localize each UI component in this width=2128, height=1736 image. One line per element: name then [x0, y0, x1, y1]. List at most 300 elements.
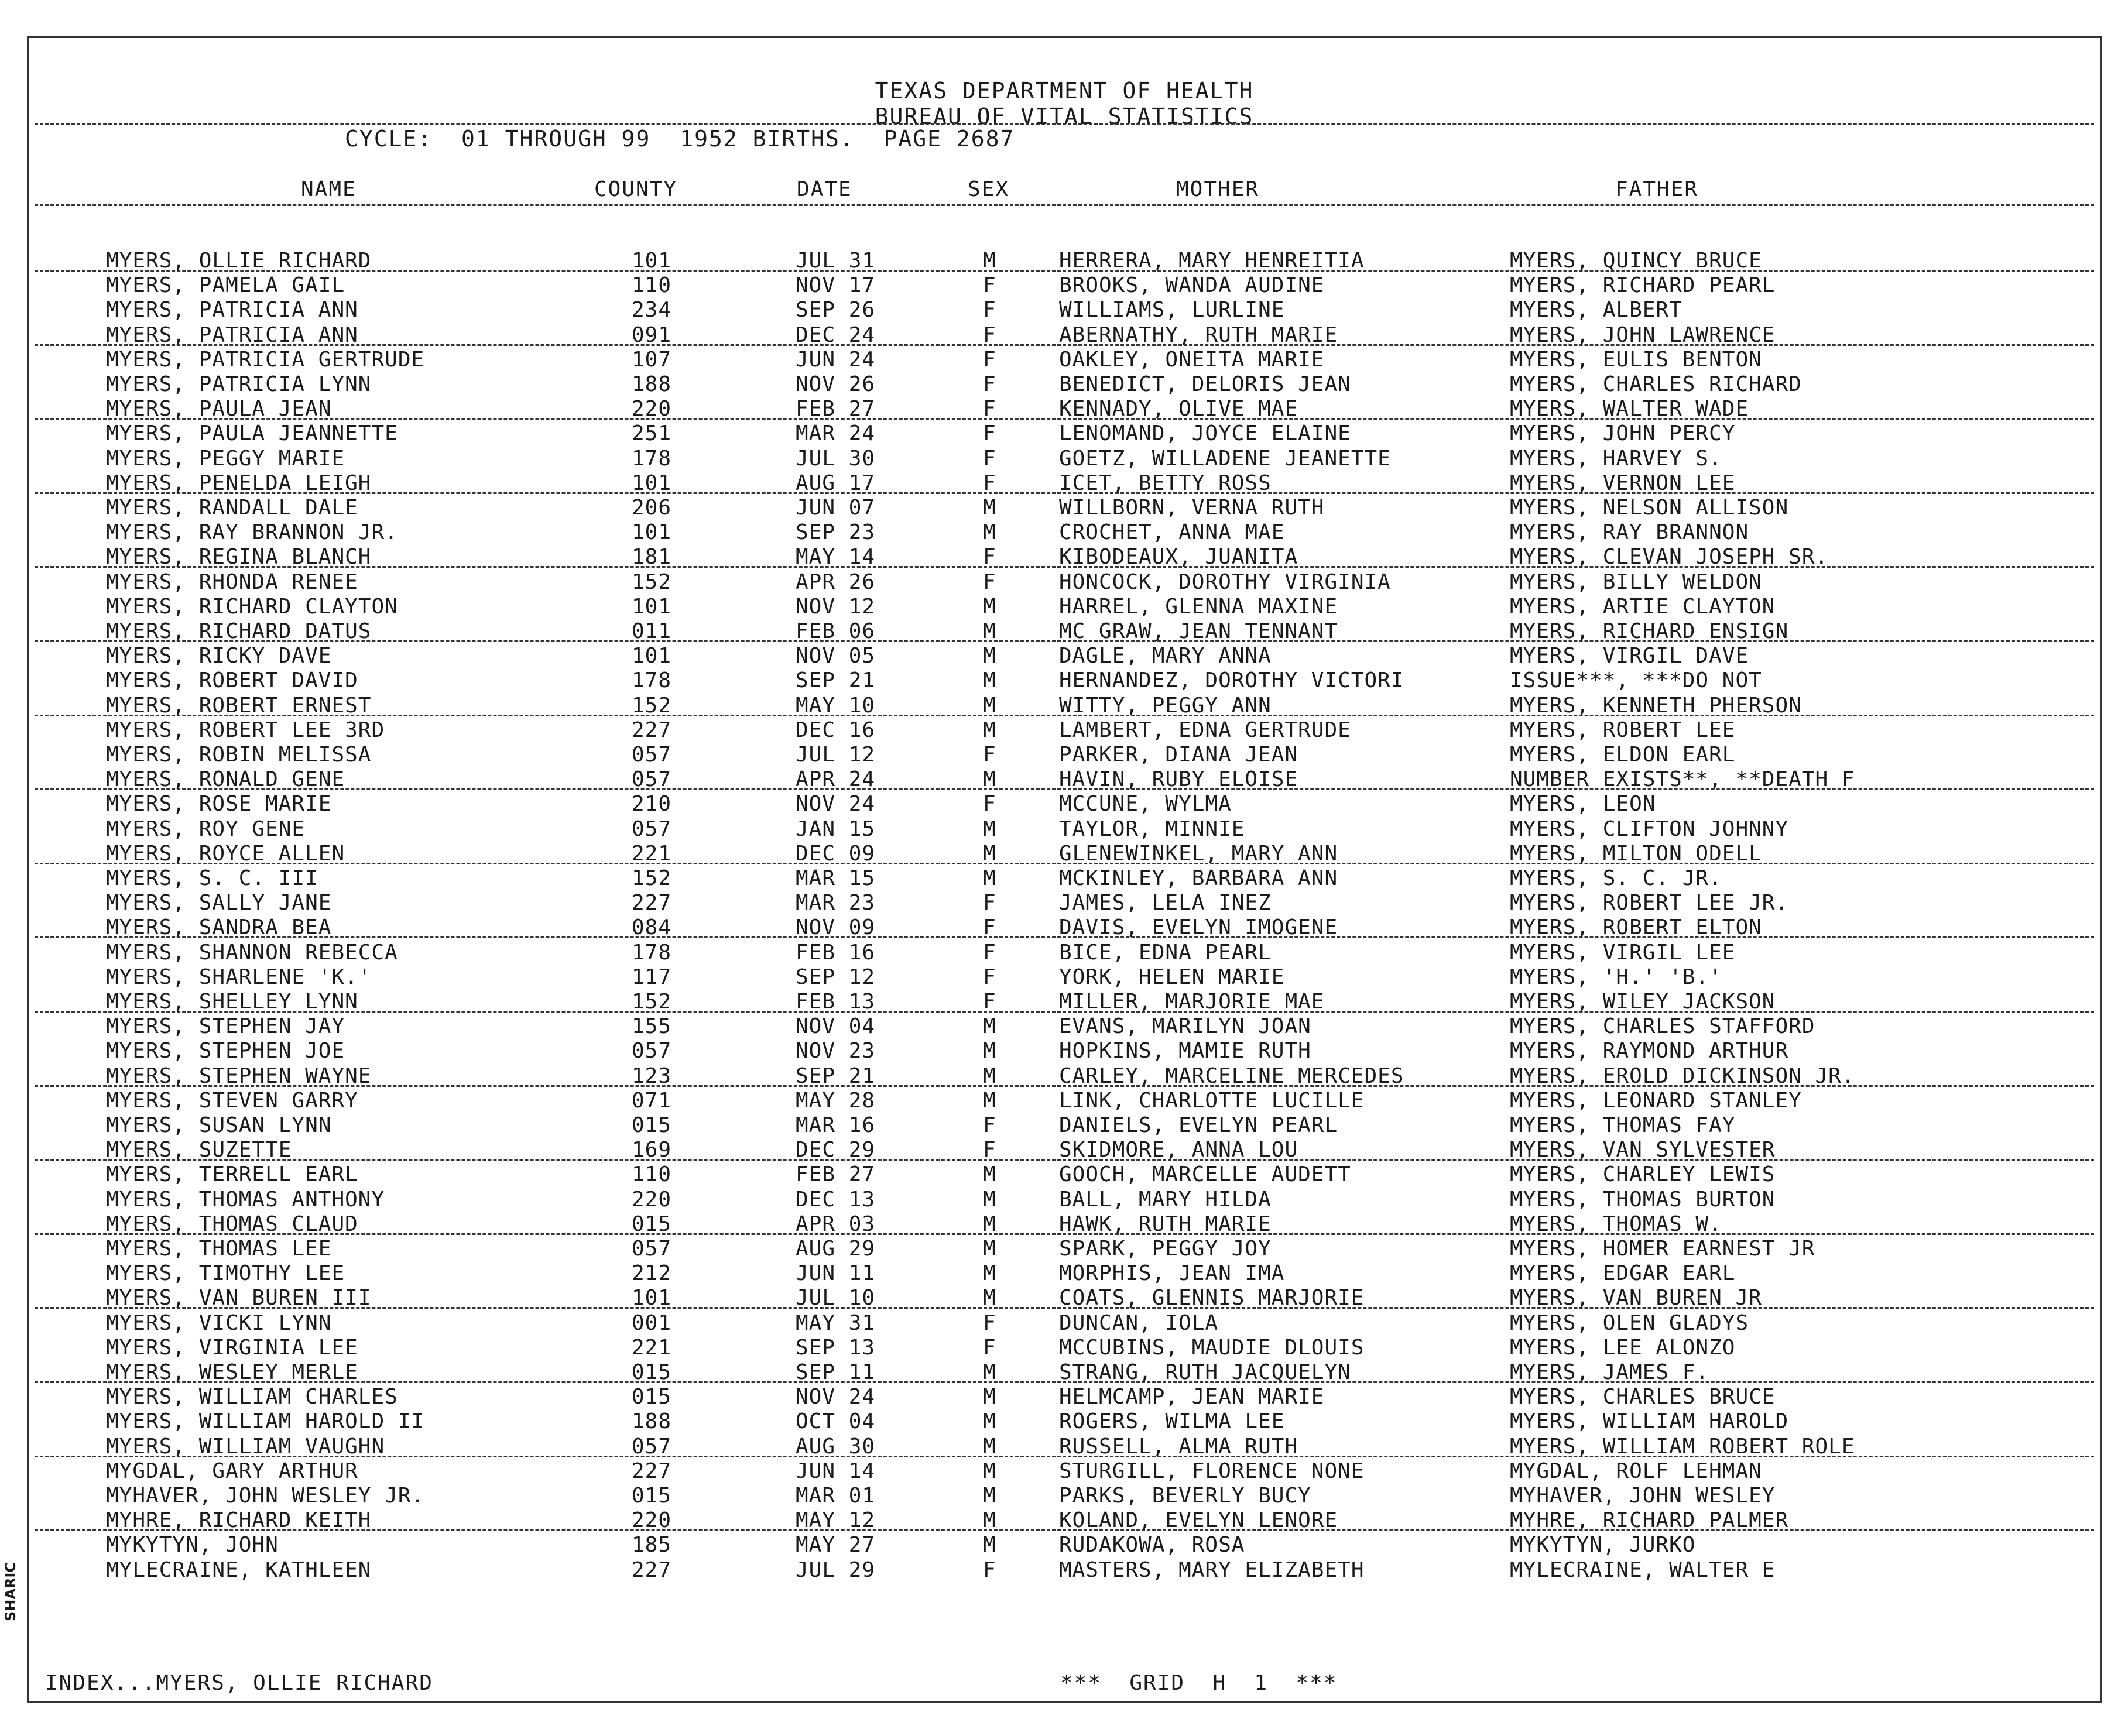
record-mother: RUDAKOWA, ROSA	[1059, 1533, 1245, 1557]
record-father: MYERS, WILLIAM ROBERT ROLE	[1510, 1434, 1855, 1459]
record-county: 178	[632, 668, 672, 693]
table-row	[29, 348, 2100, 372]
record-name: MYLECRAINE, KATHLEEN	[106, 1557, 372, 1582]
record-sex: F	[983, 372, 996, 396]
record-father: MYERS, CHARLES STAFFORD	[1510, 1014, 1815, 1039]
record-name: MYERS, WILLIAM VAUGHN	[106, 1434, 385, 1459]
record-county: 057	[632, 816, 672, 841]
record-county: 181	[632, 545, 672, 569]
record-father: ISSUE***, ***DO NOT	[1510, 668, 1762, 693]
record-mother: ICET, BETTY ROSS	[1059, 471, 1272, 495]
record-father: MYHRE, RICHARD PALMER	[1510, 1508, 1789, 1533]
record-sex: M	[983, 1014, 996, 1039]
table-row	[29, 1533, 2100, 1557]
record-date: APR 26	[796, 569, 876, 594]
record-county: 123	[632, 1063, 672, 1088]
record-mother: COATS, GLENNIS MARJORIE	[1059, 1286, 1365, 1310]
record-father: MYERS, OLEN GLADYS	[1510, 1310, 1749, 1335]
record-father: MYERS, THOMAS BURTON	[1510, 1187, 1776, 1212]
record-father: MYERS, LEONARD STANLEY	[1510, 1088, 1802, 1113]
record-date: SEP 11	[796, 1360, 876, 1384]
record-name: MYERS, REGINA BLANCH	[106, 545, 372, 569]
record-father: MYERS, 'H.' 'B.'	[1510, 965, 1722, 989]
record-father: MYERS, JAMES F.	[1510, 1360, 1709, 1384]
record-mother: MCCUNE, WYLMA	[1059, 792, 1232, 816]
record-father: MYGDAL, ROLF LEHMAN	[1510, 1459, 1762, 1483]
record-sex: F	[983, 990, 996, 1014]
record-sex: M	[983, 1409, 996, 1434]
record-sex: F	[983, 471, 996, 495]
record-name: MYERS, ROBERT LEE 3RD	[106, 718, 385, 742]
record-sex: M	[983, 496, 996, 520]
record-date: NOV 17	[796, 273, 876, 298]
table-row	[29, 817, 2100, 842]
grid-label: *** GRID H 1 ***	[1060, 1671, 1338, 1695]
record-sex: F	[983, 347, 996, 372]
record-county: 101	[632, 594, 672, 619]
record-sex: M	[983, 693, 996, 718]
record-sex: F	[983, 298, 996, 323]
column-header-date: DATE	[797, 177, 852, 201]
record-county: 057	[632, 767, 672, 792]
table-row	[29, 421, 2100, 446]
record-sex: M	[983, 1063, 996, 1088]
record-father: MYLECRAINE, WALTER E	[1510, 1557, 1776, 1582]
row-group-rule	[35, 1381, 2094, 1383]
record-date: FEB 16	[796, 940, 876, 965]
record-name: MYERS, WILLIAM CHARLES	[106, 1385, 398, 1409]
table-row	[29, 1261, 2100, 1286]
record-mother: WILLBORN, VERNA RUTH	[1059, 496, 1325, 520]
row-group-rule	[35, 566, 2094, 568]
record-mother: GOETZ, WILLADENE JEANETTE	[1059, 446, 1391, 471]
bureau-title: BUREAU OF VITAL STATISTICS	[875, 104, 1254, 129]
table-row	[29, 595, 2100, 619]
record-county: 152	[632, 693, 672, 718]
record-date: NOV 26	[796, 372, 876, 396]
record-county: 101	[632, 471, 672, 495]
record-date: JUL 12	[796, 743, 876, 767]
record-date: NOV 05	[796, 644, 876, 668]
record-father: MYERS, VIRGIL DAVE	[1510, 644, 1749, 668]
record-mother: MASTERS, MARY ELIZABETH	[1059, 1557, 1365, 1582]
record-date: MAY 27	[796, 1533, 876, 1557]
table-row	[29, 1113, 2100, 1138]
record-date: NOV 09	[796, 915, 876, 940]
record-mother: ROGERS, WILMA LEE	[1059, 1409, 1285, 1434]
record-name: MYERS, S. C. III	[106, 866, 318, 890]
row-group-rule	[35, 1085, 2094, 1087]
record-mother: HONCOCK, DOROTHY VIRGINIA	[1059, 569, 1391, 594]
record-mother: KENNADY, OLIVE MAE	[1059, 397, 1298, 421]
record-date: SEP 21	[796, 1063, 876, 1088]
row-group-rule	[35, 640, 2094, 642]
record-date: JAN 15	[796, 816, 876, 841]
table-row	[29, 1188, 2100, 1212]
record-county: 234	[632, 298, 672, 323]
record-mother: HOPKINS, MAMIE RUTH	[1059, 1039, 1311, 1063]
row-group-rule	[35, 1529, 2094, 1531]
record-mother: SPARK, PEGGY JOY	[1059, 1237, 1272, 1261]
record-county: 071	[632, 1088, 672, 1113]
record-county: 091	[632, 323, 672, 347]
record-date: FEB 27	[796, 1162, 876, 1187]
column-header-sex: SEX	[968, 177, 1010, 201]
record-mother: YORK, HELEN MARIE	[1059, 965, 1285, 989]
table-row	[29, 1409, 2100, 1434]
record-father: MYERS, VAN SYLVESTER	[1510, 1138, 1776, 1162]
record-sex: M	[983, 1533, 996, 1557]
record-date: AUG 29	[796, 1237, 876, 1261]
record-mother: HERRERA, MARY HENREITIA	[1059, 249, 1365, 273]
record-father: MYERS, QUINCY BRUCE	[1510, 249, 1762, 273]
record-county: 227	[632, 1557, 672, 1582]
column-header-father: FATHER	[1615, 177, 1699, 201]
record-name: MYERS, WILLIAM HAROLD II	[106, 1409, 425, 1434]
record-county: 188	[632, 372, 672, 396]
record-name: MYERS, SHELLEY LYNN	[106, 990, 358, 1014]
record-father: MYERS, WALTER WADE	[1510, 397, 1749, 421]
record-name: MYERS, ROBERT ERNEST	[106, 693, 372, 718]
record-mother: MORPHIS, JEAN IMA	[1059, 1261, 1285, 1286]
record-name: MYERS, STEVEN GARRY	[106, 1088, 358, 1113]
record-county: 015	[632, 1360, 672, 1384]
record-mother: BENEDICT, DELORIS JEAN	[1059, 372, 1351, 396]
row-group-rule	[35, 936, 2094, 938]
record-county: 101	[632, 1286, 672, 1310]
record-mother: ABERNATHY, RUTH MARIE	[1059, 323, 1338, 347]
record-date: JUL 10	[796, 1286, 876, 1310]
record-date: NOV 04	[796, 1014, 876, 1039]
record-father: MYERS, CHARLEY LEWIS	[1510, 1162, 1776, 1187]
row-group-rule	[35, 1159, 2094, 1161]
record-county: 084	[632, 915, 672, 940]
record-date: SEP 26	[796, 298, 876, 323]
record-mother: DANIELS, EVELYN PEARL	[1059, 1113, 1338, 1137]
record-name: MYERS, TIMOTHY LEE	[106, 1261, 345, 1286]
record-county: 101	[632, 644, 672, 668]
header-rule	[35, 123, 2094, 125]
record-father: MYERS, CHARLES RICHARD	[1510, 372, 1802, 396]
record-county: 110	[632, 1162, 672, 1187]
record-mother: HAVIN, RUBY ELOISE	[1059, 767, 1298, 792]
record-date: MAY 14	[796, 545, 876, 569]
record-sex: M	[983, 668, 996, 693]
record-county: 206	[632, 496, 672, 520]
record-mother: HARREL, GLENNA MAXINE	[1059, 594, 1338, 619]
record-county: 107	[632, 347, 672, 372]
record-mother: JAMES, LELA INEZ	[1059, 891, 1272, 915]
record-name: MYERS, RANDALL DALE	[106, 496, 358, 520]
record-name: MYERS, PAULA JEANNETTE	[106, 421, 398, 446]
table-row	[29, 1237, 2100, 1261]
record-date: MAR 24	[796, 421, 876, 446]
record-mother: HAWK, RUTH MARIE	[1059, 1212, 1272, 1236]
record-sex: M	[983, 1237, 996, 1261]
record-sex: M	[983, 594, 996, 619]
record-mother: PARKS, BEVERLY BUCY	[1059, 1484, 1311, 1508]
record-date: MAY 10	[796, 693, 876, 718]
table-row	[29, 743, 2100, 767]
column-header-county: COUNTY	[594, 177, 678, 201]
table-row	[29, 1162, 2100, 1187]
table-row	[29, 718, 2100, 743]
row-group-rule	[35, 344, 2094, 346]
table-row	[29, 668, 2100, 693]
record-mother: MCCUBINS, MAUDIE DLOUIS	[1059, 1335, 1365, 1360]
record-mother: WILLIAMS, LURLINE	[1059, 298, 1285, 323]
record-date: DEC 13	[796, 1187, 876, 1212]
table-row	[29, 1039, 2100, 1063]
record-county: 227	[632, 718, 672, 742]
record-father: MYERS, JOHN LAWRENCE	[1510, 323, 1776, 347]
record-sex: M	[983, 1212, 996, 1236]
record-name: MYERS, THOMAS CLAUD	[106, 1212, 358, 1236]
table-row	[29, 1459, 2100, 1484]
record-father: MYERS, ROBERT LEE	[1510, 718, 1736, 742]
record-name: MYERS, RAY BRANNON JR.	[106, 520, 398, 545]
record-date: OCT 04	[796, 1409, 876, 1434]
record-date: FEB 27	[796, 397, 876, 421]
table-row	[29, 1336, 2100, 1360]
record-sex: M	[983, 1162, 996, 1187]
row-group-rule	[35, 1456, 2094, 1457]
record-name: MYHAVER, JOHN WESLEY JR.	[106, 1484, 425, 1508]
table-row	[29, 891, 2100, 915]
table-row	[29, 372, 2100, 397]
column-header-mother: MOTHER	[1176, 177, 1260, 201]
record-mother: HERNANDEZ, DOROTHY VICTORI	[1059, 668, 1404, 693]
record-sex: M	[983, 1508, 996, 1533]
record-county: 057	[632, 743, 672, 767]
record-date: NOV 12	[796, 594, 876, 619]
record-sex: F	[983, 1335, 996, 1360]
record-father: MYERS, HOMER EARNEST JR	[1510, 1237, 1815, 1261]
table-row	[29, 866, 2100, 891]
record-father: MYHAVER, JOHN WESLEY	[1510, 1484, 1776, 1508]
record-father: MYERS, CLIFTON JOHNNY	[1510, 816, 1789, 841]
table-row	[29, 644, 2100, 668]
record-sex: M	[983, 1286, 996, 1310]
record-mother: GLENEWINKEL, MARY ANN	[1059, 841, 1338, 866]
record-date: MAR 15	[796, 866, 876, 890]
record-date: APR 03	[796, 1212, 876, 1236]
record-sex: F	[983, 545, 996, 569]
record-sex: M	[983, 841, 996, 866]
record-sex: M	[983, 249, 996, 273]
record-county: 117	[632, 965, 672, 989]
record-sex: F	[983, 915, 996, 940]
record-county: 015	[632, 1385, 672, 1409]
column-header-name: NAME	[301, 177, 357, 201]
record-mother: PARKER, DIANA JEAN	[1059, 743, 1298, 767]
record-county: 220	[632, 1508, 672, 1533]
record-father: MYERS, VIRGIL LEE	[1510, 940, 1736, 965]
record-date: DEC 24	[796, 323, 876, 347]
record-date: DEC 16	[796, 718, 876, 742]
record-mother: EVANS, MARILYN JOAN	[1059, 1014, 1311, 1039]
record-name: MYERS, ROY GENE	[106, 816, 306, 841]
record-sex: M	[983, 718, 996, 742]
record-name: MYERS, THOMAS LEE	[106, 1237, 332, 1261]
record-father: MYERS, LEE ALONZO	[1510, 1335, 1736, 1360]
row-group-rule	[35, 1233, 2094, 1235]
table-row	[29, 1089, 2100, 1113]
row-group-rule	[35, 270, 2094, 272]
record-date: APR 24	[796, 767, 876, 792]
record-name: MYERS, VICKI LYNN	[106, 1310, 332, 1335]
record-father: MYERS, ARTIE CLAYTON	[1510, 594, 1776, 619]
record-name: MYERS, VAN BUREN III	[106, 1286, 372, 1310]
record-name: MYERS, STEPHEN JAY	[106, 1014, 345, 1039]
record-county: 227	[632, 891, 672, 915]
row-group-rule	[35, 1307, 2094, 1309]
record-name: MYERS, ROBIN MELISSA	[106, 743, 372, 767]
record-date: JUL 29	[796, 1557, 876, 1582]
record-father: MYERS, THOMAS FAY	[1510, 1113, 1736, 1137]
record-sex: F	[983, 1113, 996, 1137]
record-name: MYERS, PATRICIA LYNN	[106, 372, 372, 396]
record-sex: F	[983, 792, 996, 816]
record-name: MYERS, VIRGINIA LEE	[106, 1335, 358, 1360]
record-father: MYERS, RAYMOND ARTHUR	[1510, 1039, 1789, 1063]
record-mother: BICE, EDNA PEARL	[1059, 940, 1272, 965]
table-row	[29, 1385, 2100, 1409]
record-date: MAY 12	[796, 1508, 876, 1533]
record-father: MYERS, VERNON LEE	[1510, 471, 1736, 495]
record-county: 057	[632, 1434, 672, 1459]
record-date: SEP 12	[796, 965, 876, 989]
record-county: 221	[632, 841, 672, 866]
record-date: FEB 06	[796, 619, 876, 643]
record-mother: CROCHET, ANNA MAE	[1059, 520, 1285, 545]
record-mother: BALL, MARY HILDA	[1059, 1187, 1272, 1212]
record-mother: DAGLE, MARY ANNA	[1059, 644, 1272, 668]
record-county: 212	[632, 1261, 672, 1286]
record-mother: DAVIS, EVELYN IMOGENE	[1059, 915, 1338, 940]
record-sex: F	[983, 940, 996, 965]
department-title: TEXAS DEPARTMENT OF HEALTH	[875, 78, 1254, 104]
record-father: MYERS, EROLD DICKINSON JR.	[1510, 1063, 1855, 1088]
row-group-rule	[35, 418, 2094, 420]
table-row	[29, 570, 2100, 595]
record-father: MYERS, WILEY JACKSON	[1510, 990, 1776, 1014]
record-name: MYERS, WESLEY MERLE	[106, 1360, 358, 1384]
row-group-rule	[35, 1011, 2094, 1013]
record-date: MAR 01	[796, 1484, 876, 1508]
record-county: 015	[632, 1212, 672, 1236]
record-county: 152	[632, 990, 672, 1014]
table-row	[29, 1311, 2100, 1336]
record-father: MYKYTYN, JURKO	[1510, 1533, 1696, 1557]
record-mother: STURGILL, FLORENCE NONE	[1059, 1459, 1365, 1483]
record-date: DEC 09	[796, 841, 876, 866]
column-header-rule	[35, 204, 2094, 206]
record-sex: M	[983, 1360, 996, 1384]
record-date: NOV 24	[796, 792, 876, 816]
record-name: MYERS, PENELDA LEIGH	[106, 471, 372, 495]
record-sex: F	[983, 965, 996, 989]
record-name: MYERS, STEPHEN JOE	[106, 1039, 345, 1063]
record-county: 188	[632, 1409, 672, 1434]
record-date: JUN 24	[796, 347, 876, 372]
record-name: MYGDAL, GARY ARTHUR	[106, 1459, 358, 1483]
record-name: MYERS, SALLY JANE	[106, 891, 332, 915]
record-county: 185	[632, 1533, 672, 1557]
record-date: MAR 16	[796, 1113, 876, 1137]
record-name: MYERS, RHONDA RENEE	[106, 569, 358, 594]
record-father: MYERS, LEON	[1510, 792, 1656, 816]
record-county: 057	[632, 1237, 672, 1261]
record-sheet	[27, 36, 2102, 1703]
record-county: 057	[632, 1039, 672, 1063]
record-sex: F	[983, 397, 996, 421]
record-mother: OAKLEY, ONEITA MARIE	[1059, 347, 1325, 372]
record-sex: F	[983, 891, 996, 915]
record-county: 101	[632, 520, 672, 545]
record-sex: M	[983, 816, 996, 841]
record-mother: MC GRAW, JEAN TENNANT	[1059, 619, 1338, 643]
record-name: MYERS, PAULA JEAN	[106, 397, 332, 421]
record-county: 221	[632, 1335, 672, 1360]
record-name: MYERS, TERRELL EARL	[106, 1162, 358, 1187]
record-name: MYERS, SANDRA BEA	[106, 915, 332, 940]
record-county: 220	[632, 397, 672, 421]
record-date: SEP 21	[796, 668, 876, 693]
record-name: MYKYTYN, JOHN	[106, 1533, 279, 1557]
record-sex: F	[983, 1557, 996, 1582]
record-father: MYERS, RICHARD ENSIGN	[1510, 619, 1789, 643]
record-father: MYERS, ROBERT ELTON	[1510, 915, 1762, 940]
record-county: 227	[632, 1459, 672, 1483]
record-mother: LENOMAND, JOYCE ELAINE	[1059, 421, 1351, 446]
table-row	[29, 792, 2100, 816]
record-mother: WITTY, PEGGY ANN	[1059, 693, 1272, 718]
record-father: MYERS, RAY BRANNON	[1510, 520, 1749, 545]
record-county: 251	[632, 421, 672, 446]
table-row	[29, 496, 2100, 520]
record-name: MYERS, ROSE MARIE	[106, 792, 332, 816]
record-father: MYERS, ELDON EARL	[1510, 743, 1736, 767]
record-father: MYERS, S. C. JR.	[1510, 866, 1722, 890]
record-father: MYERS, WILLIAM HAROLD	[1510, 1409, 1789, 1434]
record-mother: GOOCH, MARCELLE AUDETT	[1059, 1162, 1351, 1187]
record-name: MYERS, RICHARD CLAYTON	[106, 594, 398, 619]
record-date: JUN 11	[796, 1261, 876, 1286]
record-name: MYERS, PATRICIA ANN	[106, 323, 358, 347]
record-county: 169	[632, 1138, 672, 1162]
row-group-rule	[35, 788, 2094, 790]
record-date: AUG 17	[796, 471, 876, 495]
record-father: MYERS, CHARLES BRUCE	[1510, 1385, 1776, 1409]
record-county: 178	[632, 446, 672, 471]
record-date: JUN 14	[796, 1459, 876, 1483]
record-mother: MCKINLEY, BARBARA ANN	[1059, 866, 1338, 890]
record-sex: F	[983, 569, 996, 594]
record-father: NUMBER EXISTS**, **DEATH F	[1510, 767, 1855, 792]
record-county: 155	[632, 1014, 672, 1039]
record-sex: F	[983, 421, 996, 446]
table-row	[29, 447, 2100, 471]
record-name: MYERS, RICKY DAVE	[106, 644, 332, 668]
record-father: MYERS, VAN BUREN JR	[1510, 1286, 1762, 1310]
record-county: 015	[632, 1484, 672, 1508]
record-name: MYERS, SUSAN LYNN	[106, 1113, 332, 1137]
record-sex: F	[983, 323, 996, 347]
record-mother: KIBODEAUX, JUANITA	[1059, 545, 1298, 569]
record-father: MYERS, ROBERT LEE JR.	[1510, 891, 1789, 915]
record-sex: F	[983, 743, 996, 767]
